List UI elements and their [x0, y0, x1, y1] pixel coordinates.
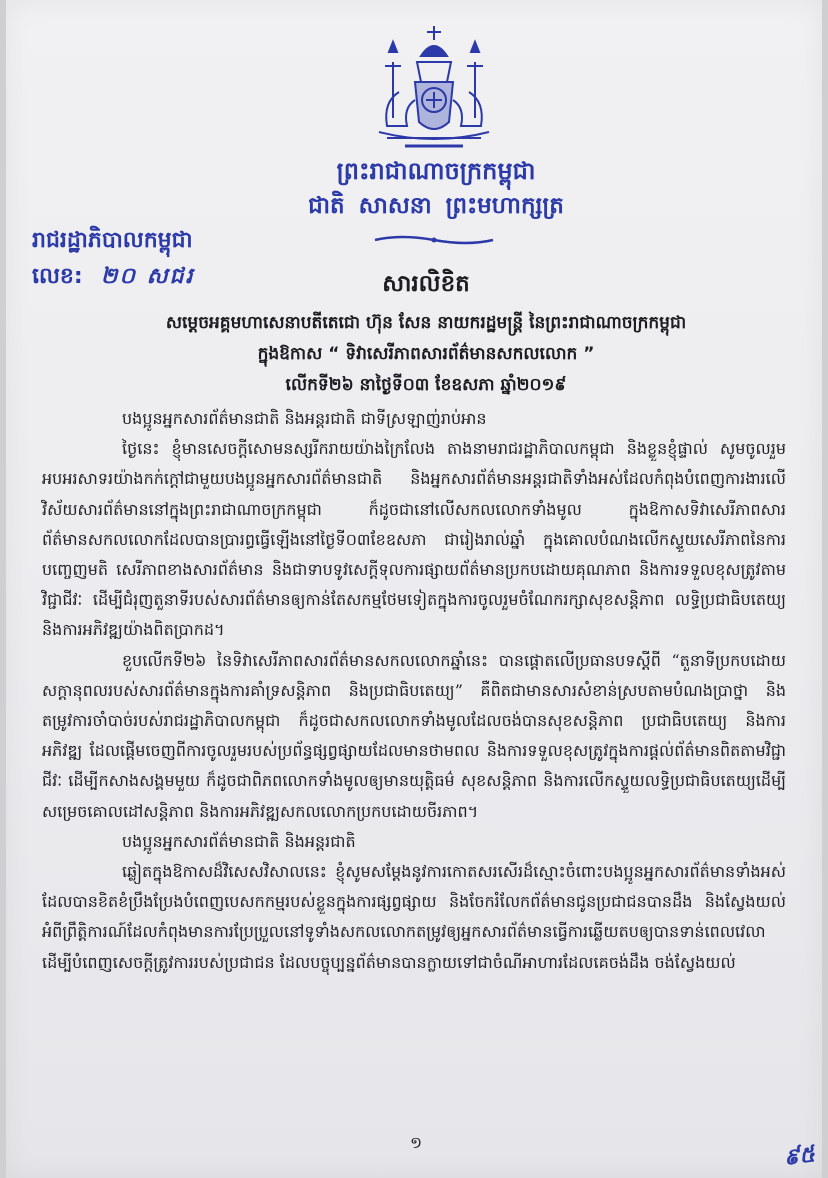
handwritten-corner-mark: ៩៥	[782, 1141, 817, 1172]
title-line-2: ក្នុងឱកាស “ ទិវាសេរីភាពសារព័ត៌មានសកលលោក ”	[257, 344, 595, 364]
page-number: ១	[409, 1133, 423, 1152]
handwritten-number: ២០ សជរ	[100, 264, 195, 289]
title-line-1: សម្តេចអគ្គមហាសេនាបតីតេជោ ហ៊ុន សែន នាយករដ្ឋមន្ត្រី នៃព្រះរាជាណាចក្រកម្ពុជា	[165, 313, 687, 333]
salutation: បងប្អូនអ្នកសារព័ត៌មានជាតិ និងអន្តរជាតិ ជាទីស្រឡាញ់រាប់អាន	[122, 409, 487, 428]
body-paragraph: ឆ្លៀតក្នុងឱកាសដ៏វិសេសវិសាលនេះ ខ្ញុំសូមសម្តែងនូវការកោតសរសើរដ៏ស្មោះចំពោះបងប្អូនអ្នកសារព័ត៌មានទាំងអស់ ដែលបានខិតខំប្រឹងប្រែងបំពេញបេសកកម្មរបស់ខ្លួនក្នុងការផ្សព្វផ្សាយ និងចែករំលែកព័ត៌មានជូនប្រជាជនបានដឹង និងស្វែងយល់អំពីព្រឹត្តិការណ៍ដែលកំពុងមានការប្រែប្រួលនៅទូទាំងសកលលោកតម្រូវឲ្យអ្នកសារព័ត៌មានធ្វើការឆ្លើយតបឲ្យបានទាន់ពេលវេលាដើម្បីបំពេញសេចក្តីត្រូវការរបស់ប្រជាជន ដែលបច្ចុប្បន្នព័ត៌មានបានក្លាយទៅជាចំណីអាហារដែលគេចង់ដឹង ចង់ស្វែងយល់	[42, 862, 786, 972]
letter-page	[6, 0, 822, 1178]
salutation: បងប្អូនអ្នកសារព័ត៌មានជាតិ និងអន្តរជាតិ	[122, 831, 356, 851]
letter-body	[42, 404, 786, 978]
document-type-title: សារលិខិត	[382, 271, 470, 297]
divider-ornament-icon	[371, 232, 497, 248]
body-paragraph: ខួបលើកទី២៦ នៃទិវាសេរីភាពសារព័ត៌មានសកលលោកឆ្នាំនេះ បានផ្តោតលើប្រធានបទស្តីពី “តួនាទីប្រកបដោយសក្តានុពលរបស់សារព័ត៌មានក្នុងការគាំទ្រសន្តិភាព និងប្រជាធិបតេយ្យ” គឺពិតជាមានសារសំខាន់ស្របតាមបំណងប្រាថ្នា និងតម្រូវការចាំបាច់របស់រាជរដ្ឋាភិបាលកម្ពុជា ក៏ដូចជាសកលលោកទាំងមូលដែលចង់បានសុខសន្តិភាព ប្រជាធិបតេយ្យ និងការអភិវឌ្ឍ ដែលផ្តើមចេញពីការចូលរួមរបស់ប្រព័ន្ធផ្សព្វផ្សាយដែលមានថាមពល និងការទទួលខុសត្រូវក្នុងការផ្តល់ព័ត៌មានពិតតាមវិជ្ជាជីវៈ ដើម្បីកសាងសង្គមមួយ ក៏ដូចជាពិភពលោកទាំងមូលឲ្យមានយុត្តិធម៌ សុខសន្តិភាព និងការលើកស្ទួយលទ្ធិប្រជាធិបតេយ្យដើម្បីសម្រេចគោលដៅសន្តិភាព និងការអភិវឌ្ឍសកលលោកប្រកបដោយចីរភាព។	[42, 650, 786, 821]
kingdom-heading: ព្រះរាជាណាចក្រកម្ពុជា	[336, 157, 536, 185]
number-label: លេខ:	[32, 264, 83, 289]
government-label: រាជរដ្ឋាភិបាលកម្ពុជា	[32, 228, 193, 253]
body-paragraph: ថ្ងៃនេះ ខ្ញុំមានសេចក្តីសោមនស្សរីករាយយ៉ាងក្រៃលែង តាងនាមរាជរដ្ឋាភិបាលកម្ពុជា និងខ្លួនខ្ញុំផ្ទាល់ សូមចូលរួមអបអរសាទរយ៉ាងកក់ក្តៅជាមួយបងប្អូនអ្នកសារព័ត៌មានជាតិ និងអ្នកសារព័ត៌មានអន្តរជាតិទាំងអស់ដែលកំពុងបំពេញការងារលើវិស័យសារព័ត៌មាននៅក្នុងព្រះរាជាណាចក្រកម្ពុជា ក៏ដូចជានៅលើសកលលោកទាំងមូល ក្នុងឱកាសទិវាសេរីភាពសារព័ត៌មានសកលលោកដែលបានប្រារព្ធធ្វើឡើងនៅថ្ងៃទី០៣ខែឧសភា ជារៀងរាល់ឆ្នាំ ក្នុងគោលបំណងលើកស្ទួយសេរីភាពនៃការបញ្ចេញមតិ សេរីភាពខាងសារព័ត៌មាន និងជាទាបទូវសេក្តីទុលការផ្សាយព័ត៌មានប្រកបដោយគុណភាព និងការទទួលខុសត្រូវតាមវិជ្ជាជីវៈ ដើម្បីជំរុញតួនាទីរបស់សារព័ត៌មានឲ្យកាន់តែសកម្មថែមទៀតក្នុងការចូលរួមចំណែករក្សាសុខសន្តិភាព លទ្ធិប្រជាធិបតេយ្យ និងការអភិវឌ្ឍយ៉ាងពិតប្រាកដ។	[42, 439, 786, 640]
national-motto: ជាតិ សាសនា ព្រះមហាក្សត្រ	[308, 193, 564, 219]
title-line-3: លើកទី២៦ នាថ្ងៃទី០៣ ខែឧសភា ឆ្នាំ២០១៩	[285, 375, 567, 395]
royal-coat-of-arms-icon	[371, 22, 497, 154]
